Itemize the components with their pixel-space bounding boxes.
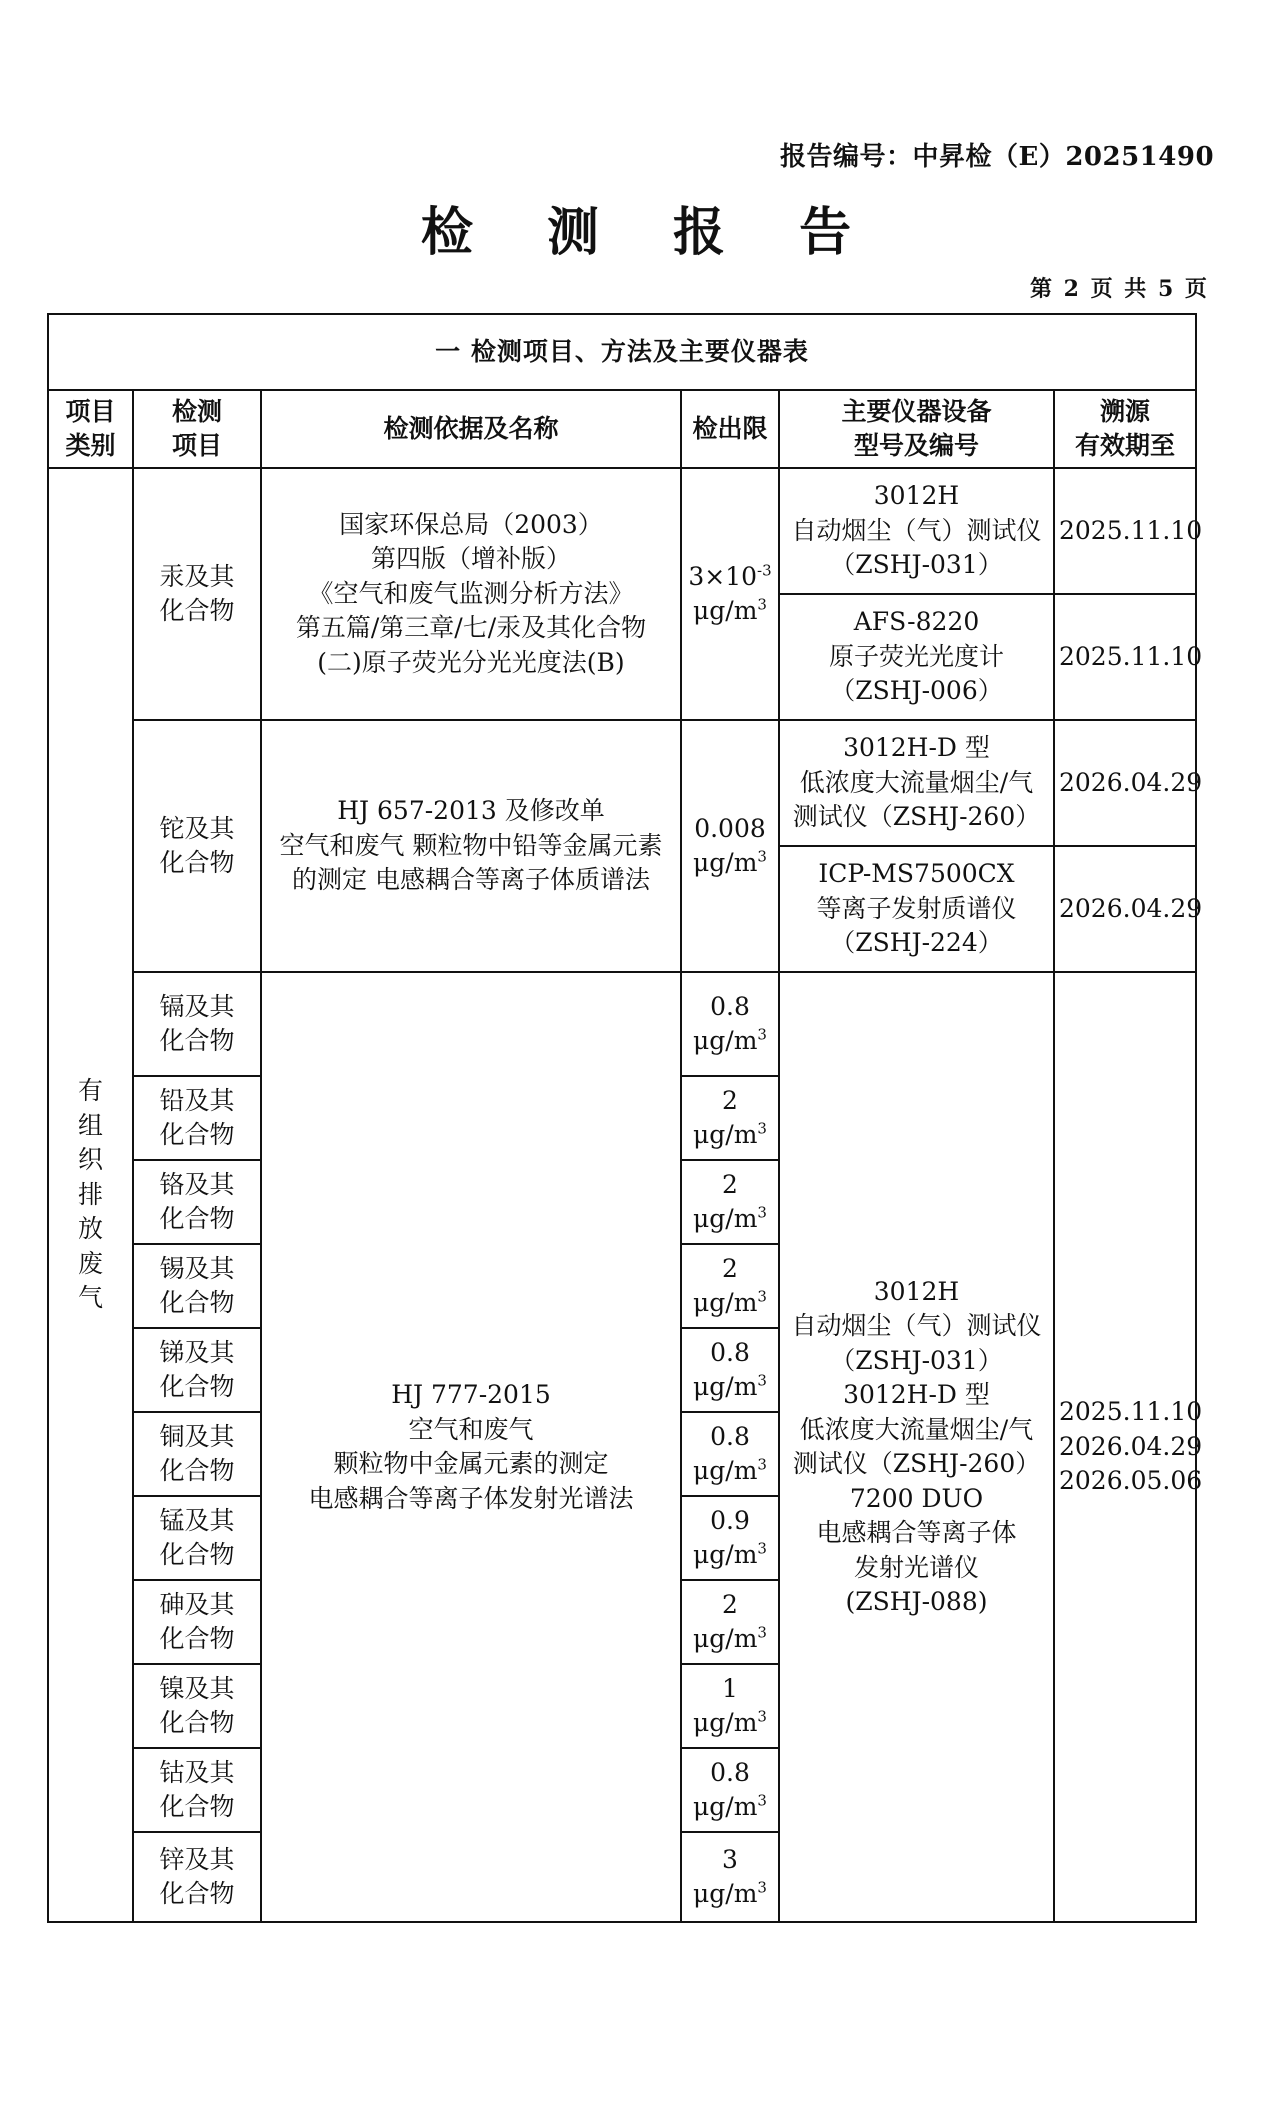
limit-cell: 0.8 $\mu g/m^3$ bbox=[681, 972, 779, 1076]
item-cell: 锡及其 化合物 bbox=[133, 1244, 261, 1328]
validity-cell: 2026.04.29 bbox=[1054, 720, 1196, 846]
item-cell: 铅及其 化合物 bbox=[133, 1076, 261, 1160]
item-cell: 锌及其 化合物 bbox=[133, 1832, 261, 1922]
header-method: 检测依据及名称 bbox=[261, 390, 681, 468]
table-row bbox=[48, 468, 1196, 594]
limit-cell: 2 $\mu g/m^3$ bbox=[681, 1076, 779, 1160]
limit-cell: 2 $\mu g/m^3$ bbox=[681, 1580, 779, 1664]
equipment-cell: 3012H 自动烟尘（气）测试仪 （ZSHJ-031） 3012H-D 型 低浓度大流量烟尘/气 测试仪（ZSHJ-260） 7200 DUO 电感耦合等离子体 发射光谱仪 (ZSHJ-088) bbox=[779, 972, 1054, 1922]
limit-cell: 1 $\mu g/m^3$ bbox=[681, 1664, 779, 1748]
equipment-cell: 3012H-D 型 低浓度大流量烟尘/气 测试仪（ZSHJ-260） bbox=[779, 720, 1054, 846]
limit-cell: 3 $\mu g/m^3$ bbox=[681, 1832, 779, 1922]
item-cell: 砷及其 化合物 bbox=[133, 1580, 261, 1664]
limit-cell: 2 $\mu g/m^3$ bbox=[681, 1160, 779, 1244]
limit-cell: 0.9 $\mu g/m^3$ bbox=[681, 1496, 779, 1580]
item-cell: 镍及其 化合物 bbox=[133, 1664, 261, 1748]
header-equipment: 主要仪器设备 型号及编号 bbox=[779, 390, 1054, 468]
table-row bbox=[48, 720, 1196, 846]
item-cell: 铬及其 化合物 bbox=[133, 1160, 261, 1244]
header-limit: 检出限 bbox=[681, 390, 779, 468]
limit-cell: $3\times 10^{-3}$ $\mu g/m^3$ bbox=[681, 468, 779, 720]
item-cell: 铜及其 化合物 bbox=[133, 1412, 261, 1496]
validity-cell: 2025.11.10 bbox=[1054, 468, 1196, 594]
validity-cell: 2026.04.29 bbox=[1054, 846, 1196, 972]
table-header-row bbox=[48, 390, 1196, 468]
header-category: 项目 类别 bbox=[48, 390, 133, 468]
item-cell: 汞及其 化合物 bbox=[133, 468, 261, 720]
category-cell: 有 组 织 排 放 废 气 bbox=[48, 468, 133, 1922]
equipment-cell: 3012H 自动烟尘（气）测试仪 （ZSHJ-031） bbox=[779, 468, 1054, 594]
limit-cell: 0.8 $\mu g/m^3$ bbox=[681, 1412, 779, 1496]
method-cell: HJ 657-2013 及修改单 空气和废气 颗粒物中铅等金属元素 的测定 电感耦合等离子体质谱法 bbox=[261, 720, 681, 972]
document-title: 检 测 报 告 bbox=[420, 202, 880, 263]
validity-cell: 2025.11.10 2026.04.29 2026.05.06 bbox=[1054, 972, 1196, 1922]
header-item: 检测 项目 bbox=[133, 390, 261, 468]
report-number: 报告编号：中昇检（E）20251490 bbox=[780, 142, 1215, 172]
item-cell: 钴及其 化合物 bbox=[133, 1748, 261, 1832]
item-cell: 锰及其 化合物 bbox=[133, 1496, 261, 1580]
method-cell: 国家环保总局（2003） 第四版（增补版） 《空气和废气监测分析方法》 第五篇/第三章/七/汞及其化合物 (二)原子荧光分光光度法(B) bbox=[261, 468, 681, 720]
equipment-cell: ICP-MS7500CX 等离子发射质谱仪 （ZSHJ-224） bbox=[779, 846, 1054, 972]
section-title: 一 检测项目、方法及主要仪器表 bbox=[48, 314, 1196, 390]
validity-cell: 2025.11.10 bbox=[1054, 594, 1196, 720]
limit-cell: 0.8 $\mu g/m^3$ bbox=[681, 1748, 779, 1832]
equipment-cell: AFS-8220 原子荧光光度计 （ZSHJ-006） bbox=[779, 594, 1054, 720]
table-row bbox=[48, 972, 1196, 1076]
limit-cell: 0.008 $\mu g/m^3$ bbox=[681, 720, 779, 972]
item-cell: 镉及其 化合物 bbox=[133, 972, 261, 1076]
page-indicator: 第 2 页 共 5 页 bbox=[1030, 276, 1207, 302]
test-items-table bbox=[47, 313, 1203, 1923]
limit-cell: 0.8 $\mu g/m^3$ bbox=[681, 1328, 779, 1412]
header-validity: 溯源 有效期至 bbox=[1054, 390, 1196, 468]
method-cell: HJ 777-2015 空气和废气 颗粒物中金属元素的测定 电感耦合等离子体发射光谱法 bbox=[261, 972, 681, 1922]
item-cell: 铊及其 化合物 bbox=[133, 720, 261, 972]
limit-cell: 2 $\mu g/m^3$ bbox=[681, 1244, 779, 1328]
item-cell: 锑及其 化合物 bbox=[133, 1328, 261, 1412]
